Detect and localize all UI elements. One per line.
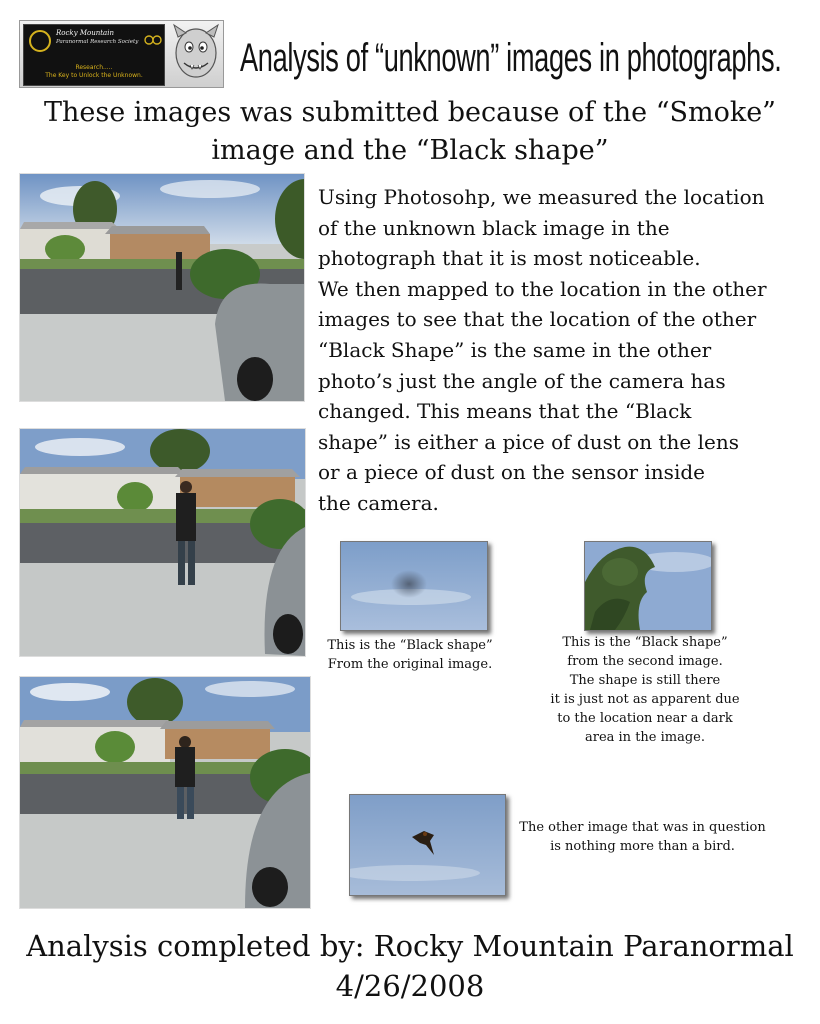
caption-crop-second: This is the “Black shape” from the second image. The shape is still there it is just not as apparent due to the location near a dark area in the image. [550,635,740,745]
crop-black-shape-second [584,541,712,631]
rings-icon [143,33,163,47]
org-logo [19,20,224,88]
logo-org-sub: Paranormal Research Society [56,39,139,45]
caption-crop-original: This is the “Black shape” From the original image. [327,638,493,672]
logo-badge [23,24,165,86]
subtitle-text: These images was submitted because of the “Smoke” image and the “Black shape” [43,97,776,166]
photo-second [19,428,306,657]
logo-tagline-1: Research..... [75,64,113,71]
gargoyle-mascot-icon [170,23,222,85]
analysis-text: Using Photosohp, we measured the location of the unknown black image in the photograph that it is most noticeable. We then mapped to the location in the other images to see that the location of the other “Black Shape” is the same in the other photo’s just the angle of the camera has changed. This means that the “Black shape” is either a pice of dust on the lens or a piece of dust on the sensor inside the camera. [318,185,767,515]
logo-tagline-2: The Key to Unlock the Unknown. [45,72,143,79]
caption-crop-bird: The other image that was in question is nothing more than a bird. [519,820,766,854]
crop-black-shape-original [340,541,488,631]
page-title: Analysis of “unknown” images in photographs. [240,36,782,80]
footer-date: 4/26/2008 [335,969,485,1003]
photo-third [19,676,311,909]
crop-bird [349,794,506,896]
lock-emblem-icon [29,30,51,52]
subtitle [20,94,800,170]
logo-org-name: Rocky Mountain [56,29,114,37]
photo-original [19,173,305,402]
footer-credit: Analysis completed by: Rocky Mountain Paranormal [26,929,794,963]
footer [0,926,820,1006]
